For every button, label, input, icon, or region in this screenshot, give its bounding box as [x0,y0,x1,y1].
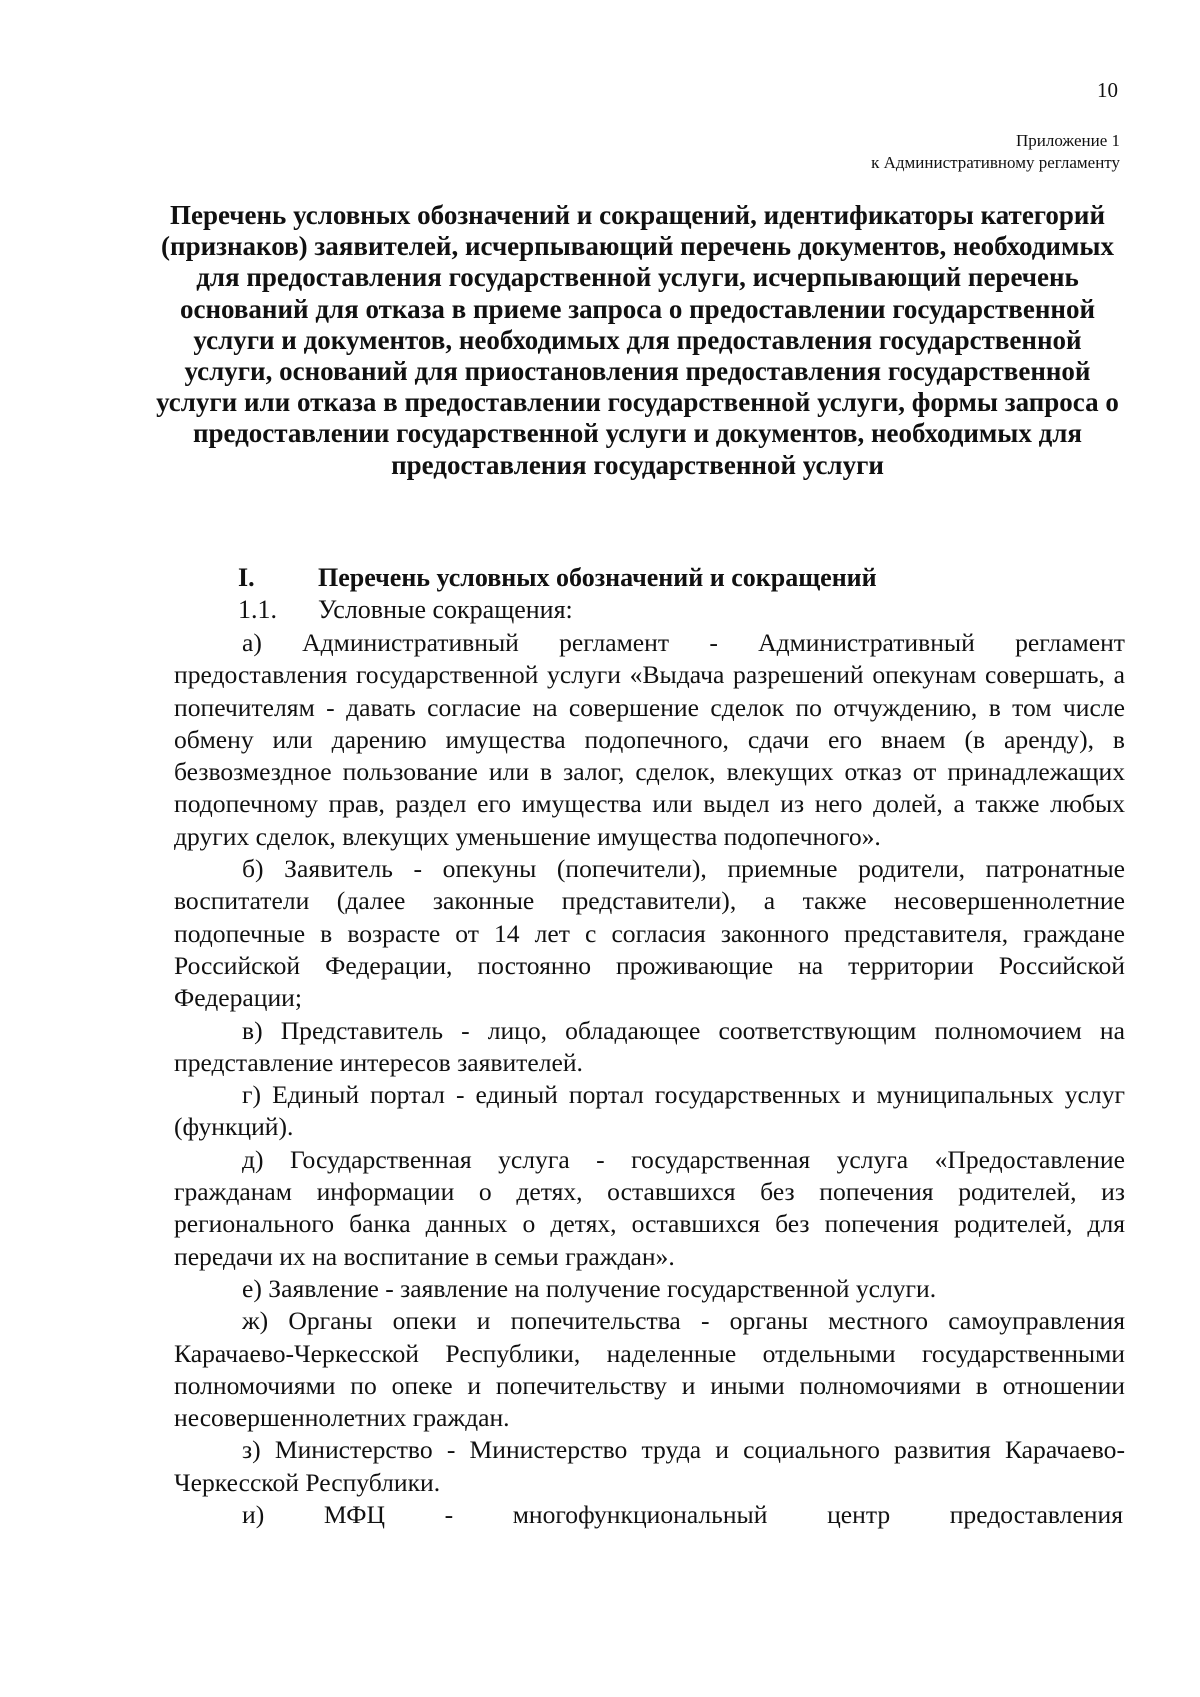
paragraph-b: б) Заявитель - опекуны (попечители), приемные родители, патронатные воспитатели (далее законные представители), а также несовершеннолетние подопечные в возрасте от 14 лет с согласия законного представителя, граждане Российской Федерации, постоянно проживающие на территории Российской Федерации; [174,854,1125,1013]
appendix-note [871,130,1120,174]
subsection-title: Условные сокращения: [318,595,573,624]
paragraph-i-partial [174,1499,1125,1531]
appendix-line-2: к Административному регламенту [871,153,1120,172]
paragraph-zh: ж) Органы опеки и попечительства - органы местного самоуправления Карачаево-Черкесской Республики, наделенные отдельными государственными полномочиями по опеке и попечительству и иными полномочиями в отношении несовершеннолетних граждан. [174,1306,1125,1433]
subsection-heading [238,595,573,625]
subsection-number: 1.1. [238,595,277,624]
word-provision: предоставления [949,1500,1123,1530]
paragraph-z: з) Министерство - Министерство труда и социального развития Карачаево- Черкесской Республики. [174,1435,1125,1497]
page-number: 10 [1097,78,1118,102]
word-item-letter: и) [242,1500,265,1530]
section-number: I. [238,563,255,592]
section-heading [238,563,877,593]
appendix-line-1: Приложение 1 [1016,131,1120,150]
document-body [174,627,1125,1531]
word-center: центр [827,1500,891,1530]
paragraph-g: г) Единый портал - единый портал государственных и муниципальных услуг (функций). [174,1080,1125,1142]
paragraph-d: д) Государственная услуга - государственная услуга «Предоставление гражданам информации о детях, оставшихся без попечения родителей, из регионального банка данных о детях, оставшихся без попечения родителей, для передачи их на воспитание в семьи граждан». [174,1144,1125,1271]
paragraph-e: е) Заявление - заявление на получение государственной услуги. [242,1273,937,1303]
document-title: Перечень условных обозначений и сокращений, идентификаторы категорий (признаков) заявителей, исчерпывающий перечень документов, необходимых для предоставления государственной услуги, исчерпывающий перечень оснований для отказа в приеме запроса о предоставлении государственной услуги и документов, необходимых для предоставления государственной услуги, оснований для приостановления предоставления государственной услуги или отказа в предоставлении государственной услуги, формы запроса о предоставлении государственной услуги и документов, необходимых для предоставления государственной услуги [156,200,1119,480]
word-dash: - [444,1500,454,1530]
section-title: Перечень условных обозначений и сокращений [318,563,877,592]
word-mfc: МФЦ [323,1500,385,1530]
paragraph-v: в) Представитель - лицо, обладающее соответствующим полномочием на представление интересов заявителей. [174,1015,1125,1077]
word-multifunctional: многофункциональный [512,1500,768,1530]
paragraph-a: а) Административный регламент - Административный регламент предоставления государственной услуги «Выдача разрешений опекунам совершать, а попечителям - давать согласие на совершение сделок по отчуждению, в том числе обмену или дарению имущества подопечного, сдачи его внаем (в аренду), в безвозмездное пользование или в залог, сделок, влекущих отказ от принадлежащих подопечному прав, раздел его имущества или выдел из него долей, а также любых других сделок, влекущих уменьшение имущества подопечного». [174,628,1125,851]
